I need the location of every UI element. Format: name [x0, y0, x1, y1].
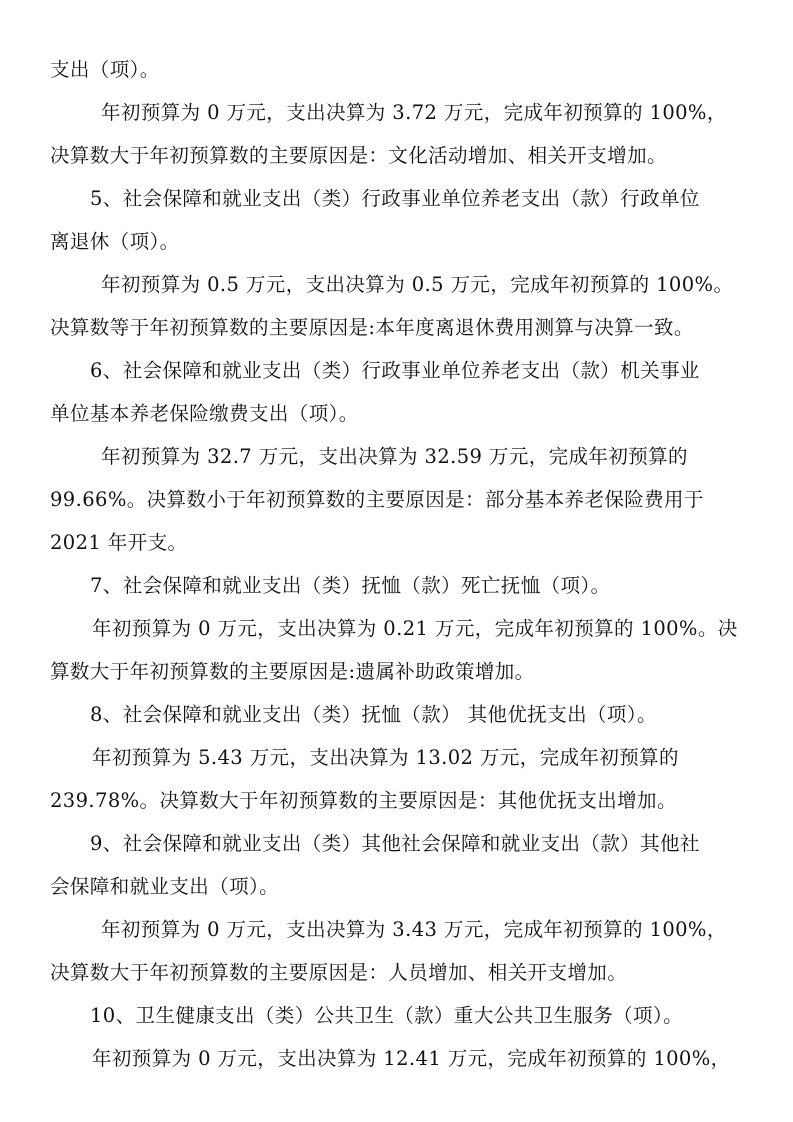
text-line: 10、卫生健康支出（类）公共卫生（款）重大公共卫生服务（项）。: [90, 1004, 683, 1027]
text-line: 年初预算为 0 万元，支出决算为 12.41 万元，完成年初预算的 100%，: [92, 1047, 731, 1070]
text-line: 年初预算为 0 万元，支出决算为 0.21 万元，完成年初预算的 100%。决: [92, 617, 738, 640]
text-line: 5、社会保障和就业支出（类）行政事业单位养老支出（款）行政单位: [90, 187, 700, 210]
text-line: 会保障和就业支出（项）。: [50, 875, 280, 898]
text-line: 7、社会保障和就业支出（类）抚恤（款）死亡抚恤（项）。: [90, 574, 611, 597]
text-line: 决算数等于年初预算数的主要原因是:本年度离退休费用测算与决算一致。: [50, 316, 694, 339]
text-line: 年初预算为 5.43 万元，支出决算为 13.02 万元，完成年初预算的: [92, 746, 679, 769]
text-line: 年初预算为 0 万元，支出决算为 3.72 万元，完成年初预算的 100%，: [101, 101, 727, 124]
text-line: 年初预算为 32.7 万元，支出决算为 32.59 万元，完成年初预算的: [101, 445, 688, 468]
text-line: 决算数大于年初预算数的主要原因是：文化活动增加、相关开支增加。: [50, 144, 667, 167]
text-line: 决算数大于年初预算数的主要原因是：人员增加、相关开支增加。: [50, 961, 628, 984]
text-line: 支出（项）。: [50, 58, 160, 81]
text-line: 239.78%。决算数大于年初预算数的主要原因是：其他优抚支出增加。: [50, 789, 677, 812]
text-line: 单位基本养老保险缴费支出（项）。: [50, 402, 359, 425]
text-line: 年初预算为 0.5 万元，支出决算为 0.5 万元，完成年初预算的 100%。: [101, 273, 734, 296]
text-line: 2021 年开支。: [50, 531, 188, 554]
text-line: 9、社会保障和就业支出（类）其他社会保障和就业支出（款）其他社: [90, 832, 700, 855]
text-line: 8、社会保障和就业支出（类）抚恤（款） 其他优抚支出（项）。: [90, 703, 657, 726]
text-line: 年初预算为 0 万元，支出决算为 3.43 万元，完成年初预算的 100%，: [101, 918, 727, 941]
text-line: 离退休（项）。: [50, 230, 180, 253]
text-line: 算数大于年初预算数的主要原因是:遗属补助政策增加。: [50, 660, 535, 683]
text-line: 6、社会保障和就业支出（类）行政事业单位养老支出（款）机关事业: [90, 359, 700, 382]
text-line: 99.66%。决算数小于年初预算数的主要原因是：部分基本养老保险费用于: [50, 488, 704, 511]
